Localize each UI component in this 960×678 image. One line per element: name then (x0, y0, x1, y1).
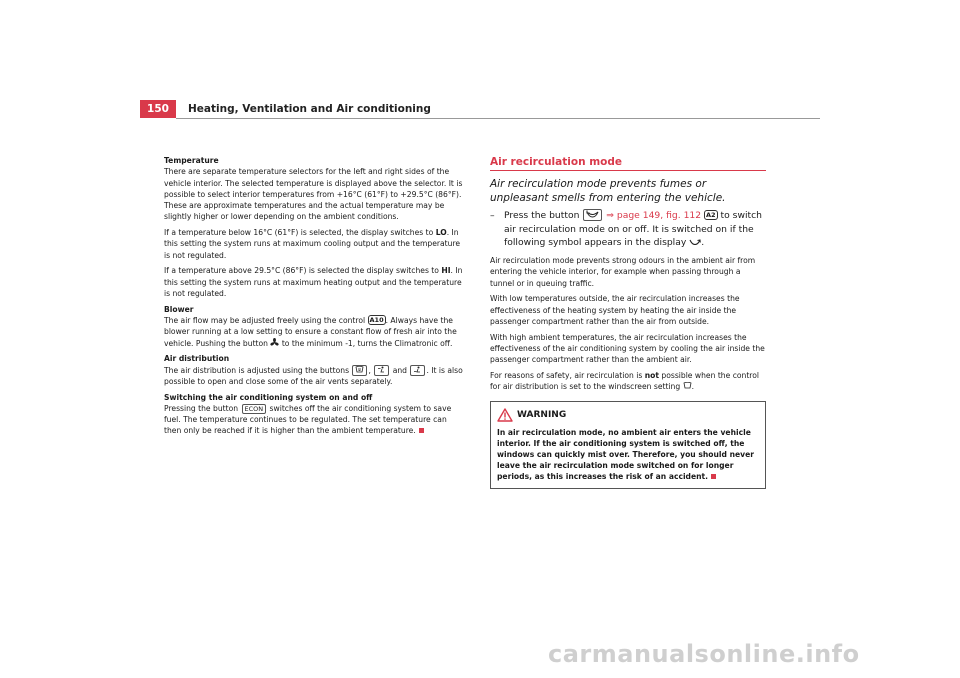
section-intro: Air recirculation mode prevents fumes or unpleasant smells from entering the vehicle. (490, 178, 726, 204)
econ-button: ECON (242, 404, 267, 414)
footwell-vents-icon (410, 365, 425, 376)
temperature-paragraph-1: There are separate temperature selectors for the left and right sides of the vehicle interior. The selected temperature is displayed above the selector. It is possible to select interior temperatures from +16°C (61°F) to +29.5°C (86°F). These are approximate temperatures and the actual temperature may be slightly higher or lower depending on the ambient conditions. (164, 167, 463, 222)
instruction-step: – Press the button ⇒ page 149, fig. 112 A2 to switch air recirculation mode on or off. It is switched on if the following symbol appears in the display . (490, 210, 762, 248)
not-emphasis: not (644, 370, 659, 380)
air-distribution-heading: Air distribution (164, 354, 230, 364)
section-title: Air recirculation mode (490, 156, 622, 168)
section-rule (490, 170, 766, 171)
warning-title: WARNING (517, 409, 567, 420)
recirculation-paragraph-4: For reasons of safety, air recirculation is not possible when the control for air distribution is set to the windscreen setting . (490, 370, 760, 392)
blower-control-ref: A10 (369, 316, 384, 325)
left-column: Temperature There are separate temperature selectors for the left and right sides of the vehicle interior. The selected temperature is displayed above the selector. It is possible to select interior temperatures from +16°C (61°F) to +29.5°C (86°F). These are approximate temperatures and the actual temperature may be slightly higher or lower depending on the ambient conditions. If a temperature below 16°C (61°F) is selected, the display switches to LO. In this setting the system runs at maximum cooling output and the temperature is not regulated. If a temperature above 29.5°C (86°F) is selected the display switches to HI. In this setting the system runs at maximum heating output and the temperature is not regulated. Blower The air flow may be adjusted freely using the control A10 . Always have the blower running at a low setting to ensure a constant flow of fresh air into the vehicle. Pushing the button to the minimum -1, turns the Climatronic off. Air distribution The air distribution is adjusted using the buttons , and . It is also possible to open and close some of the air vents separately. Switching the air conditioning system on and off Pressing the button ECON switches off the air conditioning system to save fuel. The temperature continues to be regulated. The set temperature can then only be reached if it is higher than the ambient temperature. (164, 155, 466, 441)
blower-heading: Blower (164, 304, 194, 314)
header-rule (176, 118, 820, 119)
temperature-heading: Temperature (164, 156, 219, 165)
recirculation-symbol-icon (689, 238, 701, 245)
hi-code: HI (441, 266, 451, 276)
temperature-paragraph-2: If a temperature below 16°C (61°F) is selected, the display switches to LO. In this setting the system runs at maximum cooling output and the temperature is not regulated. (164, 228, 461, 260)
recirculation-paragraph-1: Air recirculation mode prevents strong odours in the ambient air from entering the vehicle interior, for example when passing through a tunnel or in queuing traffic. (490, 256, 756, 288)
chapter-title: Heating, Ventilation and Air conditioning (188, 103, 431, 115)
recirculation-paragraph-2: With low temperatures outside, the air recirculation increases the effectiveness of the heating system by heating the air inside the passenger compartment rather than the air from outside. (490, 294, 740, 326)
windscreen-setting-icon (352, 365, 367, 376)
page-number: 150 (140, 100, 176, 118)
warning-text: In air recirculation mode, no ambient air enters the vehicle interior. If the air conditioning system is switched off, the windows can quickly mist over. Therefore, you should never leave the air recirculation mode switched on for longer periods, as this increases the risk of an accident. (497, 428, 754, 482)
warning-triangle-icon (497, 408, 513, 422)
recirculation-paragraph-3: With high ambient temperatures, the air recirculation increases the effectiveness of the air conditioning system by cooling the air inside the passenger compartment rather than the ambient air. (490, 332, 765, 365)
page-reference-link[interactable]: ⇒ page 149, fig. 112 (606, 210, 702, 222)
upper-body-vents-icon (374, 365, 389, 376)
temperature-paragraph-3: If a temperature above 29.5°C (86°F) is selected the display switches to HI. In this setting the system runs at maximum heating output and the temperature is not regulated. (164, 266, 463, 299)
lo-code: LO (435, 228, 447, 238)
warning-box (490, 401, 766, 489)
page-header (140, 100, 820, 120)
end-of-section-mark (419, 428, 424, 433)
step-dash: – (490, 210, 495, 222)
right-column (490, 155, 766, 489)
fan-icon (270, 338, 279, 347)
watermark: carmanualsonline.info (548, 640, 860, 668)
recirculation-button-icon (583, 209, 602, 221)
windscreen-icon (683, 382, 692, 389)
fig-ref-badge: A2 (706, 211, 716, 220)
warning-end-mark (711, 474, 716, 479)
switching-heading: Switching the air conditioning system on and off (164, 392, 373, 402)
